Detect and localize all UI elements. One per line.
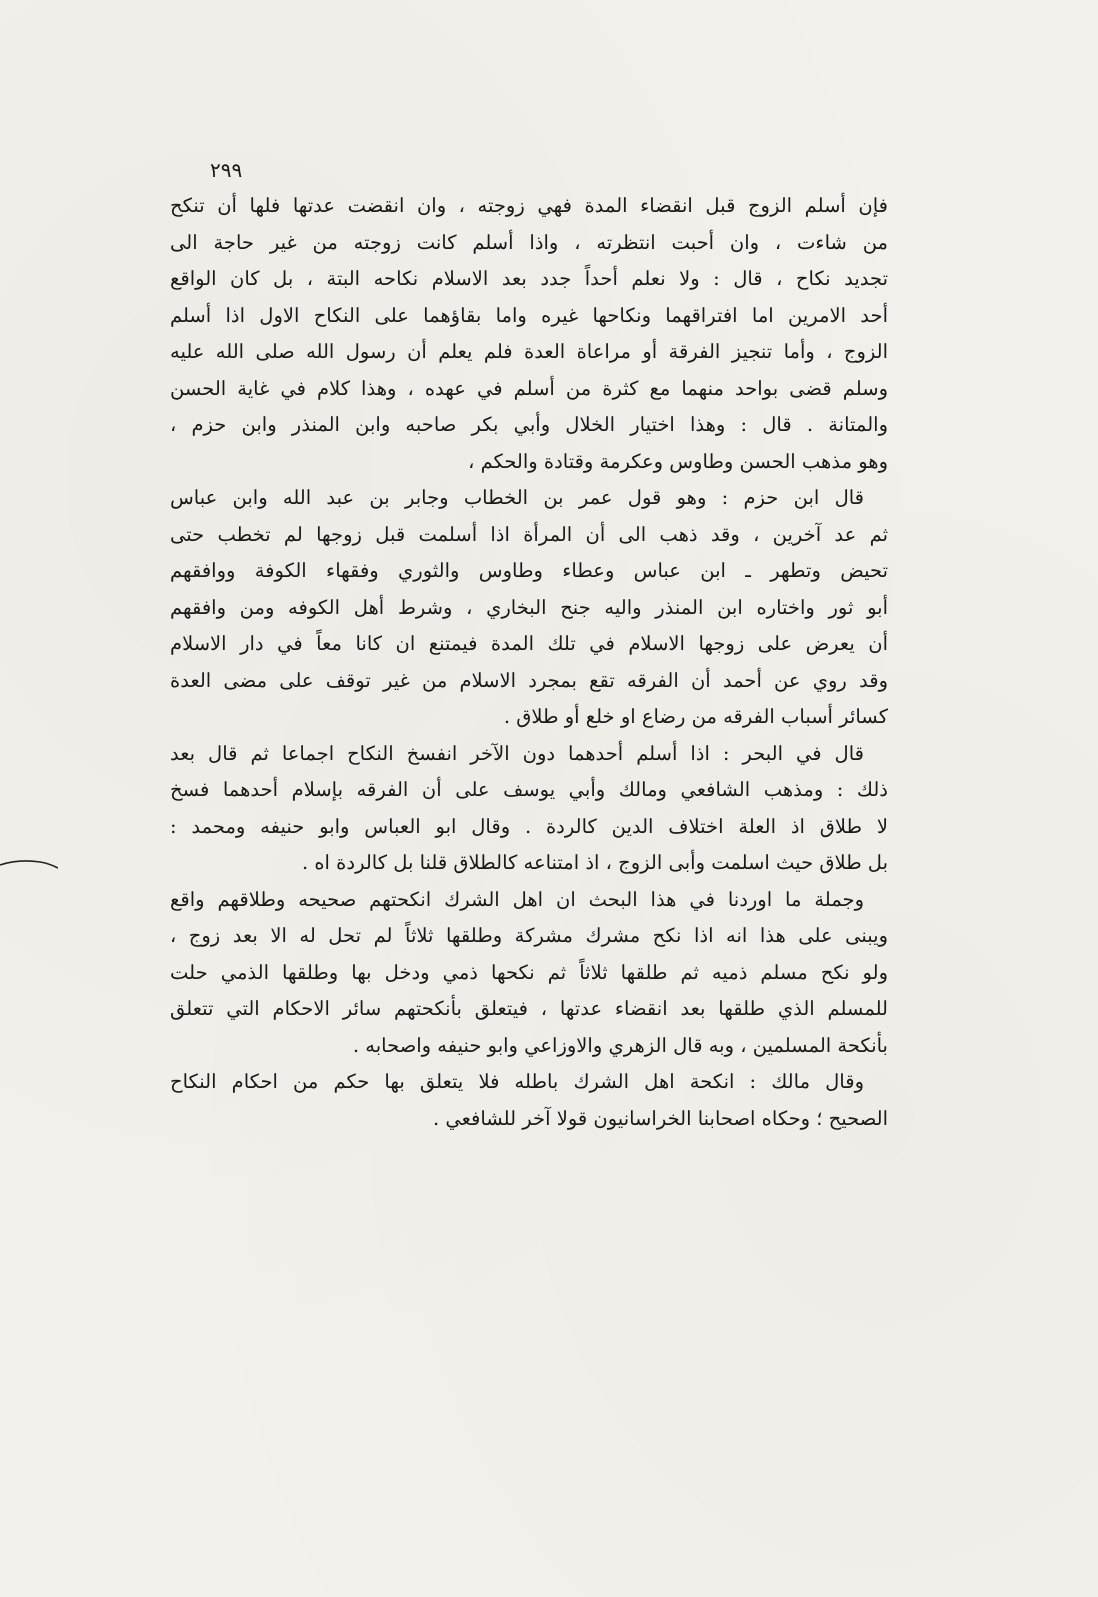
text-line: ويبنى على هذا انه اذا نكح مشرك مشركة وطلقها ثلاثاً لم تحل له الا بعد زوج ، (170, 924, 888, 947)
text-line: ولو نكح مسلم ذميه ثم طلقها ثلاثاً ثم نكحها ذمي ودخل بها وطلقها الذمي حلت (170, 960, 888, 984)
margin-pen-stroke (0, 858, 58, 870)
text-line: وهو مذهب الحسن وطاوس وعكرمة وقتادة والحكم ، (468, 449, 888, 473)
page-number: ٢٩٩ (210, 158, 243, 182)
text-line: من شاءت ، وان أحبت انتظرته ، واذا أسلم كانت زوجته من غير حاجة الى (170, 230, 888, 254)
text-line: تجديد نكاح ، قال : ولا نعلم أحداً جدد بعد الاسلام نكاحه البتة ، بل كان الواقع (170, 267, 888, 290)
text-line: بل طلاق حيث اسلمت وأبى الزوج ، اذ امتناعه كالطلاق قلنا بل كالردة اه . (301, 851, 888, 874)
text-line: وقال مالك : انكحة اهل الشرك باطله فلا يتعلق بها حكم من احكام النكاح (170, 1070, 864, 1093)
text-line: بأنكحة المسلمين ، وبه قال الزهري والاوزاعي وابو حنيفه واصحابه . (352, 1033, 888, 1057)
text-line: أبو ثور واختاره ابن المنذر واليه جنح البخاري ، وشرط أهل الكوفه ومن وافقهم (170, 595, 888, 619)
body-text (170, 188, 888, 1137)
text-line: ثم عد آخرين ، وقد ذهب الى أن المرأة اذا أسلمت قبل زوجها لم تخطب حتى (170, 522, 888, 546)
text-line: كسائر أسباب الفرقه من رضاع او خلع أو طلاق . (503, 705, 888, 728)
text-line: أحد الامرين اما افتراقهما ونكاحها غيره واما بقاؤهما على النكاح الاول اذا أسلم (170, 303, 888, 327)
text-line: وجملة ما اوردنا في هذا البحث ان اهل الشرك انكحتهم صحيحه وطلاقهم واقع (170, 887, 864, 911)
text-line: الزوج ، وأما تنجيز الفرقة أو مراعاة العدة فلم يعلم أن رسول الله صلى الله عليه (170, 340, 888, 363)
text-line: قال ابن حزم : وهو قول عمر بن الخطاب وجابر بن عبد الله وابن عباس (170, 486, 864, 509)
text-line: تحيض وتطهر ـ ابن عباس وعطاء وطاوس والثوري وفقهاء الكوفة ووافقهم (170, 559, 888, 582)
text-line: الصحيح ؛ وحكاه اصحابنا الخراسانيون قولا آخر للشافعي . (432, 1106, 888, 1130)
text-line: والمتانة . قال : وهذا اختيار الخلال وأبي بكر صاحبه وابن المنذر وابن حزم ، (170, 413, 888, 436)
text-line: ذلك : ومذهب الشافعي ومالك وأبي يوسف على أن الفرقه بإسلام أحدهما فسخ (170, 778, 888, 801)
text-line: وسلم قضى بواحد منهما مع كثرة من أسلم في عهده ، وهذا كلام في غاية الحسن (170, 376, 888, 400)
text-line: فإن أسلم الزوج قبل انقضاء المدة فهي زوجته ، وان انقضت عدتها فلها أن تنكح (170, 194, 888, 217)
text-line: أن يعرض على زوجها الاسلام في تلك المدة فيمتنع ان كانا معاً في دار الاسلام (170, 632, 888, 655)
text-line: وقد روي عن أحمد أن الفرقه تقع بمجرد الاسلام من غير توقف على مضى العدة (170, 668, 888, 692)
text-line: لا طلاق اذ العلة اختلاف الدين كالردة . وقال ابو العباس وابو حنيفه ومحمد : (170, 814, 888, 838)
text-line: للمسلم الذي طلقها بعد انقضاء عدتها ، فيتعلق بأنكحتهم سائر الاحكام التي تتعلق (170, 997, 888, 1020)
text-line: قال في البحر : اذا أسلم أحدهما دون الآخر انفسخ النكاح اجماعا ثم قال بعد (170, 741, 864, 765)
